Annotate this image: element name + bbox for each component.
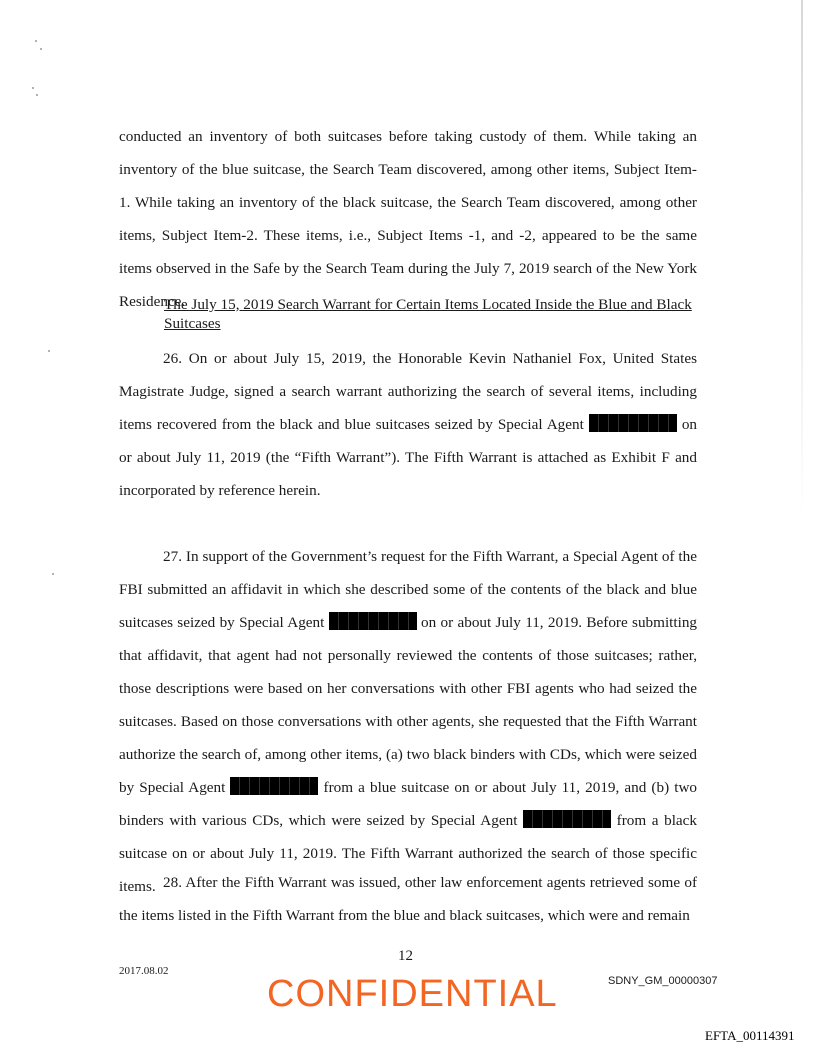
paragraph-26 [119,342,697,507]
date-stamp: 2017.08.02 [119,965,169,977]
paragraph-27 [119,540,697,903]
scan-speck [52,573,54,575]
paragraph-27-text-b: on or about July 11, 2019. Before submitting that affidavit, that agent had not personally reviewed the contents of those suitcases; rather, those descriptions were based on her conversations with other FBI agents who had seized the suitcases. Based on those conversations with other agents, she requested that the Fifth Warrant authorize the search of, among other items, (a) two black binders with CDs, which were seized by Special Agent [119,614,698,796]
scan-speck [32,87,34,89]
scan-speck [36,94,38,96]
confidential-stamp: CONFIDENTIAL [267,973,558,1015]
paragraph-26-text-b: on or about July 11, 2019 (the “Fifth Warrant”). The Fifth Warrant is attached as Exhibit F and incorporated by reference herein. [119,416,698,499]
redaction-box [230,777,318,795]
paragraph-27-text-d: from a black suitcase on or about July 11, 2019. The Fifth Warrant authorized the search of those specific items. [119,812,698,895]
redaction-box [523,810,611,828]
paragraph-27-text-c: from a blue suitcase on or about July 11, 2019, and (b) two binders with various CDs, which were seized by Special Agent [119,779,698,829]
bates-number: SDNY_GM_00000307 [608,975,718,987]
paragraph-28 [119,866,697,932]
page-number: 12 [398,948,413,964]
section-heading: The July 15, 2019 Search Warrant for Certain Items Located Inside the Blue and Black Suitcases [164,296,692,332]
redaction-box [589,414,677,432]
paragraph-27-text-a: 27. In support of the Government’s request for the Fifth Warrant, a Special Agent of the FBI submitted an affidavit in which she described some of the contents of the black and blue suitcases seized by Special Agent [119,548,697,631]
paragraph-intro-text: conducted an inventory of both suitcases before taking custody of them. While taking an inventory of the blue suitcase, the Search Team discovered, among other items, Subject Item-1. While taking an inventory of the black suitcase, the Search Team discovered, among other items, Subject Item-2. These items, i.e., Subject Items -1, and -2, appeared to be the same items observed in the Safe by the Search Team during the July 7, 2019 search of the New York Residence. [119,128,697,310]
paragraph-26-text-a: 26. On or about July 15, 2019, the Honorable Kevin Nathaniel Fox, United States Magistrate Judge, signed a search warrant authorizing the search of several items, including items recovered from the black and blue suitcases seized by Special Agent [119,350,697,433]
scan-speck [40,48,42,50]
paragraph-intro [119,120,697,318]
efta-number: EFTA_00114391 [705,1028,795,1043]
scan-edge-shadow [801,0,803,520]
paragraph-28-text: 28. After the Fifth Warrant was issued, other law enforcement agents retrieved some of the items listed in the Fifth Warrant from the blue and black suitcases, which were and remain [119,874,697,924]
redaction-box [329,612,417,630]
scan-speck [48,350,50,352]
scan-speck [35,40,37,42]
